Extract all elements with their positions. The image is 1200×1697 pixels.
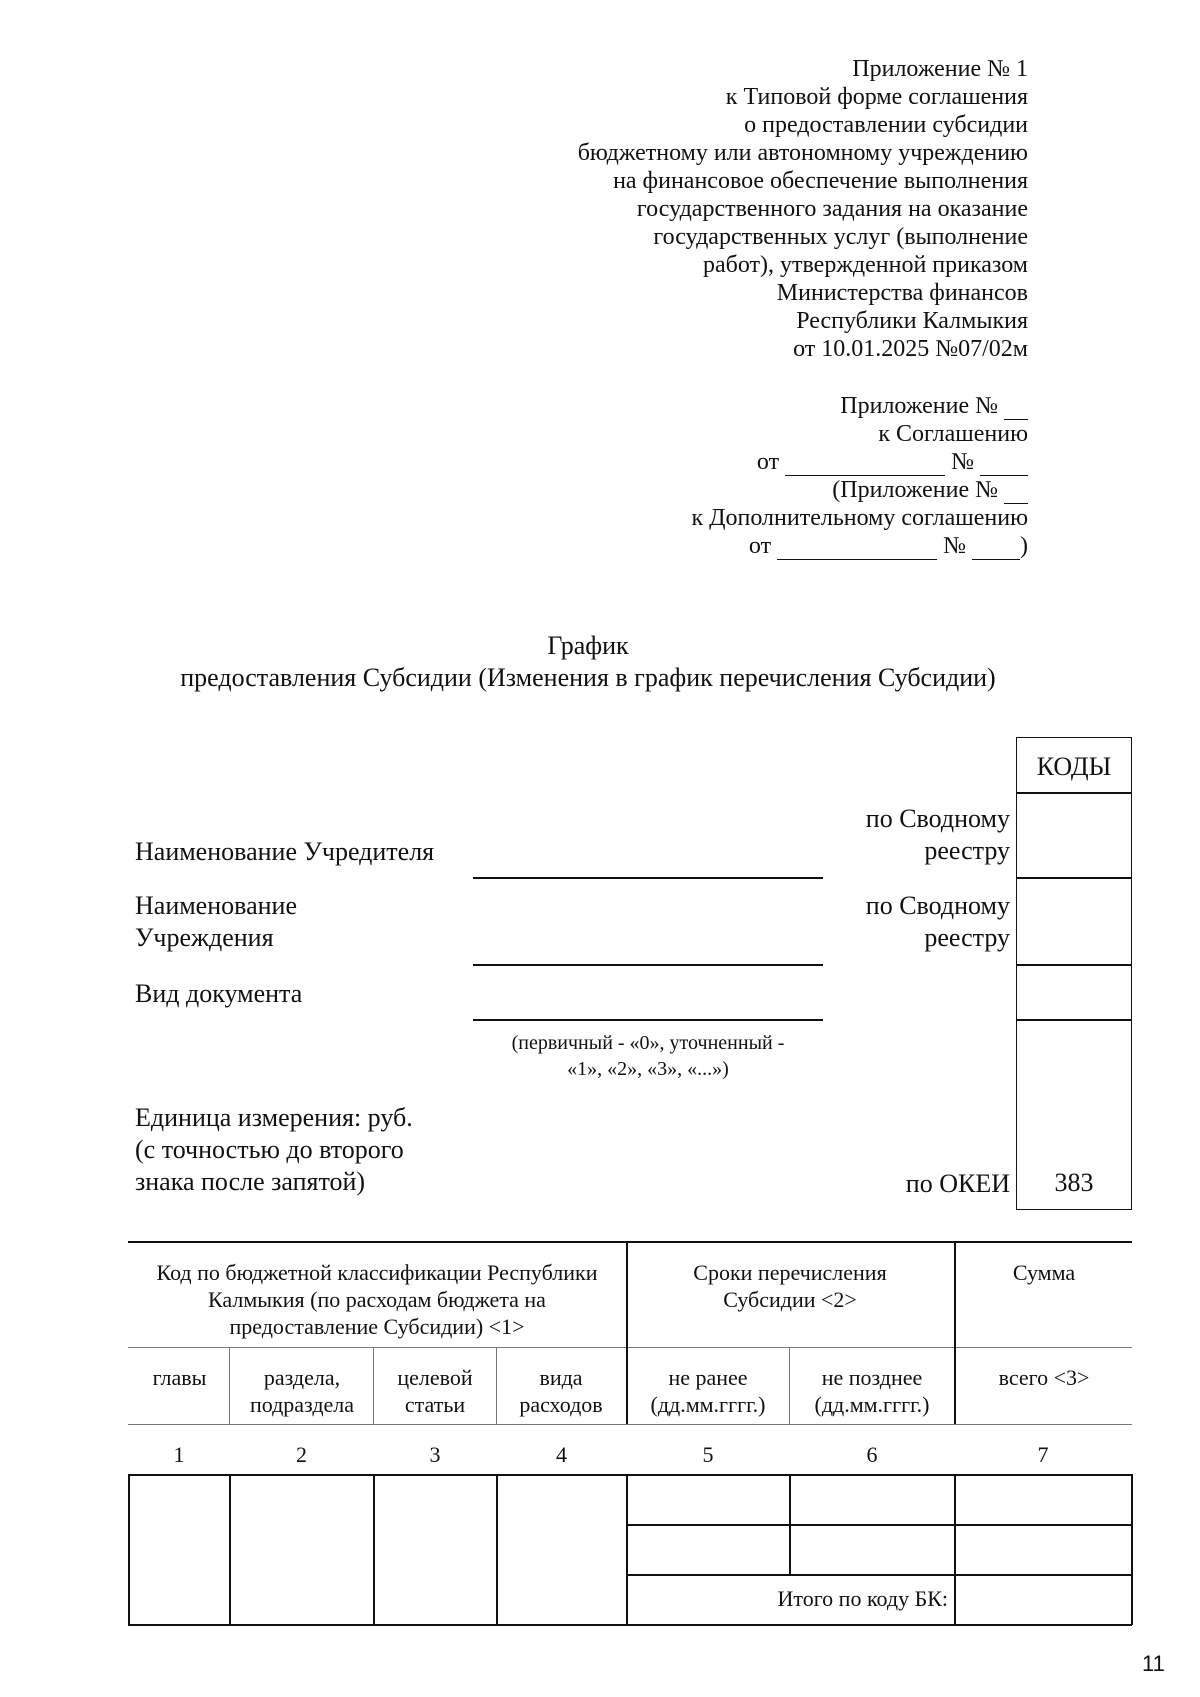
table-cell-not-later[interactable] <box>791 1526 953 1573</box>
registry-label-text: по Сводному <box>865 891 1010 920</box>
doc-type-field[interactable] <box>473 982 823 1018</box>
ref-from-label: от <box>756 449 780 475</box>
codes-header: КОДЫ <box>1036 752 1112 781</box>
registry-label-text: реестру <box>924 923 1010 952</box>
registry-code-1[interactable] <box>1018 794 1130 876</box>
table-vrule <box>954 1241 956 1424</box>
appendix-line: Министерства финансов <box>776 280 1028 306</box>
ref-no-label: № <box>951 449 974 475</box>
column-number: 4 <box>556 1442 567 1467</box>
doc-type-code[interactable] <box>1018 966 1130 1018</box>
table-bottom-rule <box>128 1624 1132 1626</box>
appendix-line: к Типовой форме соглашения <box>725 84 1028 110</box>
unit-label-text: (с точностью до второго <box>135 1135 404 1164</box>
subheader-chapter: главы <box>152 1365 207 1390</box>
title-sub: предоставления Субсидии (Изменения в график перечисления Субсидии) <box>180 663 996 692</box>
ref-from-label: от <box>748 533 772 559</box>
header-budget-code: Код по бюджетной классификации Республики Калмыкия (по расходам бюджета на предоставление Субсидии) <1> <box>156 1260 598 1339</box>
appendix-line: на финансовое обеспечение выполнения <box>613 168 1028 194</box>
table-cell-total[interactable] <box>956 1476 1130 1523</box>
agreement-reference <box>508 392 1028 560</box>
column-number: 2 <box>296 1442 307 1467</box>
registry-label-text: реестру <box>924 836 1010 865</box>
okei-label: по ОКЕИ <box>905 1169 1010 1198</box>
ref-line-1: Приложение № <box>840 393 998 419</box>
okei-code: 383 <box>1054 1168 1094 1197</box>
table-cell-total[interactable] <box>956 1526 1130 1573</box>
blank-field[interactable] <box>1004 397 1028 420</box>
ref-line-2: к Соглашению <box>878 421 1028 447</box>
page-number: 11 <box>1142 1651 1165 1676</box>
doc-type-field-line <box>473 1019 823 1021</box>
unit-label <box>135 1102 413 1198</box>
column-number: 1 <box>173 1442 185 1467</box>
ref-line-5: к Дополнительному соглашению <box>691 505 1028 531</box>
registry-label-text: по Сводному <box>865 804 1010 833</box>
doc-type-hint-text: (первичный - «0», уточненный - <box>511 1032 785 1054</box>
subheader-not-earlier: не ранее (дд.мм.гггг.) <box>650 1365 766 1417</box>
appendix-line: о предоставлении субсидии <box>744 112 1028 138</box>
total-by-bk-value[interactable] <box>956 1576 1130 1623</box>
subheader-not-later: не позднее (дд.мм.гггг.) <box>814 1365 930 1417</box>
institution-field[interactable] <box>473 926 823 962</box>
registry-label-1 <box>800 803 1010 867</box>
divider <box>1016 1019 1132 1021</box>
subheader-expense-type: вида расходов <box>519 1365 603 1417</box>
title-main: График <box>547 631 629 660</box>
institution-label-text: Наименование <box>135 891 297 920</box>
registry-label-2 <box>800 890 1010 954</box>
appendix-line: от 10.01.2025 №07/02м <box>793 336 1028 362</box>
column-number: 3 <box>429 1442 441 1467</box>
appendix-line: работ), утвержденной приказом <box>702 252 1028 278</box>
column-number: 5 <box>702 1442 714 1467</box>
ref-no-label: № <box>943 533 966 559</box>
table-rule <box>128 1424 1132 1425</box>
appendix-line: Приложение № 1 <box>852 56 1028 82</box>
institution-label-text: Учреждения <box>135 923 274 952</box>
table-cell-section[interactable] <box>231 1476 372 1623</box>
table-cell-not-earlier[interactable] <box>628 1476 788 1523</box>
unit-label-text: Единица измерения: руб. <box>135 1103 413 1132</box>
subheader-total: всего <3> <box>998 1365 1090 1390</box>
table-vrule <box>229 1347 230 1424</box>
appendix-line: бюджетному или автономному учреждению <box>577 140 1028 166</box>
appendix-header <box>508 55 1028 363</box>
closing-paren: ) <box>1020 533 1028 559</box>
table-cell-not-earlier[interactable] <box>628 1526 788 1573</box>
table-vrule <box>1131 1474 1133 1625</box>
table-vrule <box>789 1347 790 1424</box>
table-vrule <box>373 1347 374 1424</box>
agreement-number-field[interactable] <box>980 453 1028 476</box>
subheader-target-article: целевой статьи <box>397 1365 473 1417</box>
table-top-rule <box>128 1241 1132 1243</box>
table-cell-expense-type[interactable] <box>498 1476 625 1623</box>
blank-field[interactable] <box>1004 481 1028 504</box>
doc-type-label: Вид документа <box>135 979 303 1008</box>
founder-field[interactable] <box>473 840 823 876</box>
doc-type-hint <box>473 1030 823 1082</box>
table-cell-not-later[interactable] <box>791 1476 953 1523</box>
supplement-date-field[interactable] <box>777 537 937 560</box>
unit-label-text: знака после запятой) <box>135 1167 366 1196</box>
header-sum: Сумма <box>1012 1260 1076 1285</box>
column-number: 6 <box>866 1442 878 1467</box>
agreement-date-field[interactable] <box>785 453 945 476</box>
registry-code-2[interactable] <box>1018 879 1130 963</box>
appendix-line: государственного задания на оказание <box>636 196 1028 222</box>
appendix-line: государственных услуг (выполнение <box>653 224 1028 250</box>
table-vrule <box>496 1347 497 1424</box>
table-cell-target-article[interactable] <box>375 1476 495 1623</box>
subheader-section: раздела, подраздела <box>249 1365 355 1417</box>
total-by-bk-label: Итого по коду БК: <box>777 1586 948 1611</box>
table-vrule <box>626 1241 628 1424</box>
institution-field-line <box>473 964 823 966</box>
supplement-number-field[interactable] <box>972 537 1020 560</box>
institution-label <box>135 890 297 954</box>
ref-line-4: (Приложение № <box>832 477 998 503</box>
founder-label: Наименование Учредителя <box>135 837 435 866</box>
header-terms: Сроки перечисления Субсидии <2> <box>693 1260 887 1312</box>
table-rule <box>128 1347 1132 1348</box>
doc-type-hint-text: «1», «2», «3», «...») <box>567 1058 729 1080</box>
column-number: 7 <box>1037 1442 1049 1467</box>
table-cell-chapter[interactable] <box>130 1476 228 1623</box>
founder-field-line <box>473 877 823 879</box>
appendix-line: Республики Калмыкия <box>796 308 1028 334</box>
